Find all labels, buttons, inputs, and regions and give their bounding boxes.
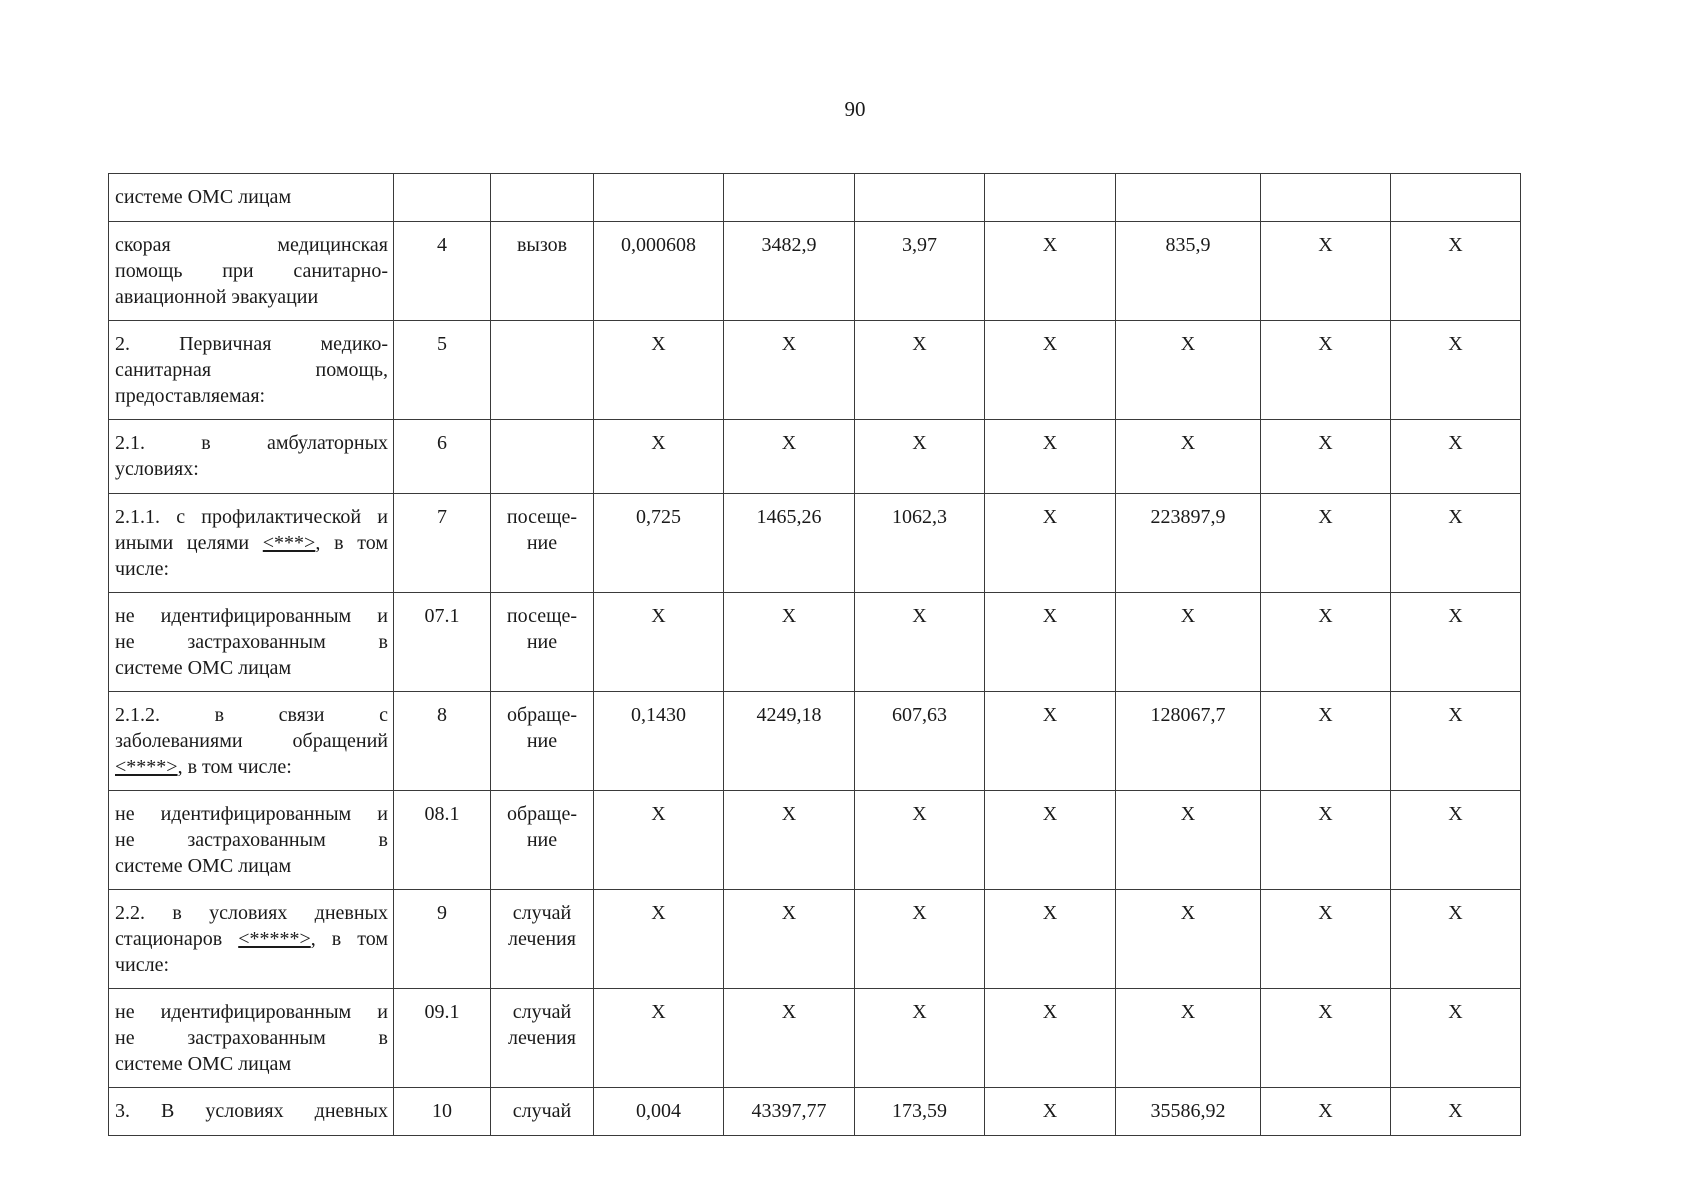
row-number-cell: 5: [394, 321, 491, 420]
value-cell-c6: X: [1261, 321, 1391, 420]
row-name-cell: [109, 890, 394, 989]
row-name-line: заболеваниями обращений: [115, 730, 388, 752]
page-number: 90: [844, 97, 866, 121]
row-name-line: не идентифицированным и: [115, 605, 388, 627]
value-cell-c5: X: [1116, 791, 1261, 890]
value-cell-c7: [1391, 174, 1521, 222]
value-cell-c6: X: [1261, 1088, 1391, 1136]
value-cell-c7: X: [1391, 989, 1521, 1088]
row-name-line: стационаров <*****>, в том: [115, 928, 389, 950]
row-name-line: не идентифицированным и: [115, 1001, 388, 1023]
value-cell-c2: [724, 174, 855, 222]
row-number-cell: 09.1: [394, 989, 491, 1088]
row-name-cell: [109, 989, 394, 1088]
value-cell-c6: X: [1261, 692, 1391, 791]
row-name-line: системе ОМС лицам: [115, 1053, 292, 1075]
value-cell-c5: 128067,7: [1116, 692, 1261, 791]
row-name-cell: [109, 1088, 394, 1136]
value-cell-c6: X: [1261, 791, 1391, 890]
value-cell-c6: X: [1261, 222, 1391, 321]
value-cell-c4: X: [985, 890, 1116, 989]
unit-cell: [491, 494, 594, 593]
value-cell-c5: X: [1116, 593, 1261, 692]
value-cell-c2: X: [724, 593, 855, 692]
unit-cell: [491, 989, 594, 1088]
value-cell-c4: X: [985, 1088, 1116, 1136]
row-name-line: 2.1.2. в связи с: [115, 704, 388, 726]
value-cell-c6: X: [1261, 593, 1391, 692]
row-name-line: 2.1.1. с профилактической и: [115, 506, 388, 528]
unit-line: лечения: [508, 1027, 576, 1049]
row-name-cell: [109, 420, 394, 494]
value-cell-c2: X: [724, 420, 855, 494]
value-cell-c2: 43397,77: [724, 1088, 855, 1136]
row-number-cell: 4: [394, 222, 491, 321]
value-cell-c4: X: [985, 692, 1116, 791]
row-name-cell: [109, 593, 394, 692]
unit-line: обраще-: [507, 704, 577, 726]
unit-cell: [491, 791, 594, 890]
row-number-cell: 08.1: [394, 791, 491, 890]
row-name-line: скорая медицинская: [115, 234, 388, 256]
value-cell-c1: X: [594, 593, 724, 692]
row-name-cell: [109, 791, 394, 890]
row-name-line: условиях:: [115, 458, 199, 480]
table-row: [109, 494, 1521, 593]
table-row: [109, 593, 1521, 692]
row-name-line: санитарная помощь,: [115, 359, 388, 381]
unit-line: ние: [526, 730, 558, 752]
value-cell-c5: X: [1116, 890, 1261, 989]
value-cell-c3: 3,97: [855, 222, 985, 321]
unit-line: обраще-: [507, 803, 577, 825]
row-name-line: авиационной эвакуации: [115, 286, 319, 308]
row-number-cell: [394, 174, 491, 222]
unit-cell: [491, 890, 594, 989]
row-number-cell: 10: [394, 1088, 491, 1136]
table-row: [109, 890, 1521, 989]
unit-line: посеще-: [506, 605, 578, 627]
row-name-cell: [109, 321, 394, 420]
table-row: [109, 420, 1521, 494]
unit-line: посеще-: [506, 506, 578, 528]
unit-cell: [491, 593, 594, 692]
value-cell-c6: X: [1261, 494, 1391, 593]
value-cell-c1: X: [594, 989, 724, 1088]
value-cell-c5: X: [1116, 989, 1261, 1088]
row-name-cell: [109, 222, 394, 321]
value-cell-c4: X: [985, 494, 1116, 593]
row-number-cell: 7: [394, 494, 491, 593]
value-cell-c2: X: [724, 321, 855, 420]
value-cell-c5: X: [1116, 420, 1261, 494]
value-cell-c1: X: [594, 890, 724, 989]
row-name-line: системе ОМС лицам: [115, 186, 292, 208]
value-cell-c5: X: [1116, 321, 1261, 420]
value-cell-c1: X: [594, 321, 724, 420]
value-cell-c2: 4249,18: [724, 692, 855, 791]
value-cell-c2: 3482,9: [724, 222, 855, 321]
value-cell-c7: X: [1391, 321, 1521, 420]
value-cell-c4: X: [985, 222, 1116, 321]
value-cell-c5: 223897,9: [1116, 494, 1261, 593]
unit-line: случай: [512, 1001, 572, 1023]
value-cell-c4: [985, 174, 1116, 222]
footnote-ref-link[interactable]: <*****>: [238, 928, 311, 950]
value-cell-c1: 0,725: [594, 494, 724, 593]
row-name-line: системе ОМС лицам: [115, 855, 292, 877]
unit-cell: [491, 1088, 594, 1136]
unit-cell: [491, 222, 594, 321]
unit-line: ние: [526, 532, 558, 554]
value-cell-c7: X: [1391, 890, 1521, 989]
table-row: [109, 692, 1521, 791]
value-cell-c5: 835,9: [1116, 222, 1261, 321]
footnote-ref-link[interactable]: <***>: [262, 532, 316, 554]
value-cell-c3: X: [855, 321, 985, 420]
unit-cell: [491, 321, 594, 420]
value-cell-c1: 0,000608: [594, 222, 724, 321]
unit-line: лечения: [508, 928, 576, 950]
value-cell-c2: X: [724, 989, 855, 1088]
table-row: [109, 989, 1521, 1088]
data-table: [108, 173, 1521, 1136]
row-name-line: 2. Первичная медико-: [115, 333, 388, 355]
value-cell-c3: [855, 174, 985, 222]
unit-line: случай: [512, 902, 572, 924]
row-name-line: системе ОМС лицам: [115, 657, 292, 679]
value-cell-c7: X: [1391, 791, 1521, 890]
table-row: [109, 1088, 1521, 1136]
row-name-line: числе:: [115, 954, 170, 976]
table-row: [109, 222, 1521, 321]
row-name-line: не застрахованным в: [115, 631, 388, 653]
value-cell-c3: 1062,3: [855, 494, 985, 593]
unit-cell: [491, 420, 594, 494]
unit-cell: [491, 692, 594, 791]
value-cell-c1: [594, 174, 724, 222]
value-cell-c3: 173,59: [855, 1088, 985, 1136]
row-name-cell: [109, 174, 394, 222]
unit-line: ние: [526, 829, 558, 851]
unit-line: случай: [512, 1100, 572, 1122]
row-number-cell: 9: [394, 890, 491, 989]
row-name-line: иными целями <***>, в том: [115, 532, 388, 554]
table-row: [109, 321, 1521, 420]
value-cell-c7: X: [1391, 692, 1521, 791]
value-cell-c2: X: [724, 890, 855, 989]
value-cell-c3: X: [855, 791, 985, 890]
row-name-line: числе:: [115, 558, 170, 580]
row-name-cell: [109, 494, 394, 593]
row-name-line: помощь при санитарно-: [115, 260, 388, 282]
value-cell-c4: X: [985, 791, 1116, 890]
value-cell-c6: X: [1261, 420, 1391, 494]
row-name-line: не застрахованным в: [115, 829, 388, 851]
row-name-line: предоставляемая:: [115, 385, 266, 407]
value-cell-c7: X: [1391, 420, 1521, 494]
unit-cell: [491, 174, 594, 222]
row-name-line: не идентифицированным и: [115, 803, 388, 825]
value-cell-c7: X: [1391, 593, 1521, 692]
row-name-line: 3. В условиях дневных: [115, 1100, 388, 1122]
value-cell-c3: X: [855, 593, 985, 692]
unit-line: вызов: [516, 234, 568, 256]
value-cell-c5: [1116, 174, 1261, 222]
row-name-line: <****>, в том числе:: [115, 756, 292, 778]
value-cell-c7: X: [1391, 1088, 1521, 1136]
row-name-line: не застрахованным в: [115, 1027, 388, 1049]
footnote-ref-link[interactable]: <****>: [115, 756, 178, 778]
value-cell-c4: X: [985, 420, 1116, 494]
row-name-line: 2.1. в амбулаторных: [115, 432, 388, 454]
row-number-cell: 07.1: [394, 593, 491, 692]
table-row: [109, 174, 1521, 222]
row-name-line: 2.2. в условиях дневных: [115, 902, 388, 924]
value-cell-c1: X: [594, 791, 724, 890]
value-cell-c2: X: [724, 791, 855, 890]
value-cell-c2: 1465,26: [724, 494, 855, 593]
value-cell-c7: X: [1391, 494, 1521, 593]
value-cell-c6: X: [1261, 989, 1391, 1088]
value-cell-c5: 35586,92: [1116, 1088, 1261, 1136]
value-cell-c4: X: [985, 989, 1116, 1088]
value-cell-c3: 607,63: [855, 692, 985, 791]
row-name-cell: [109, 692, 394, 791]
value-cell-c6: [1261, 174, 1391, 222]
value-cell-c6: X: [1261, 890, 1391, 989]
value-cell-c3: X: [855, 420, 985, 494]
value-cell-c3: X: [855, 890, 985, 989]
value-cell-c1: 0,004: [594, 1088, 724, 1136]
value-cell-c1: X: [594, 420, 724, 494]
value-cell-c4: X: [985, 593, 1116, 692]
row-number-cell: 8: [394, 692, 491, 791]
table-row: [109, 791, 1521, 890]
row-number-cell: 6: [394, 420, 491, 494]
value-cell-c7: X: [1391, 222, 1521, 321]
unit-line: ние: [526, 631, 558, 653]
value-cell-c3: X: [855, 989, 985, 1088]
value-cell-c4: X: [985, 321, 1116, 420]
value-cell-c1: 0,1430: [594, 692, 724, 791]
